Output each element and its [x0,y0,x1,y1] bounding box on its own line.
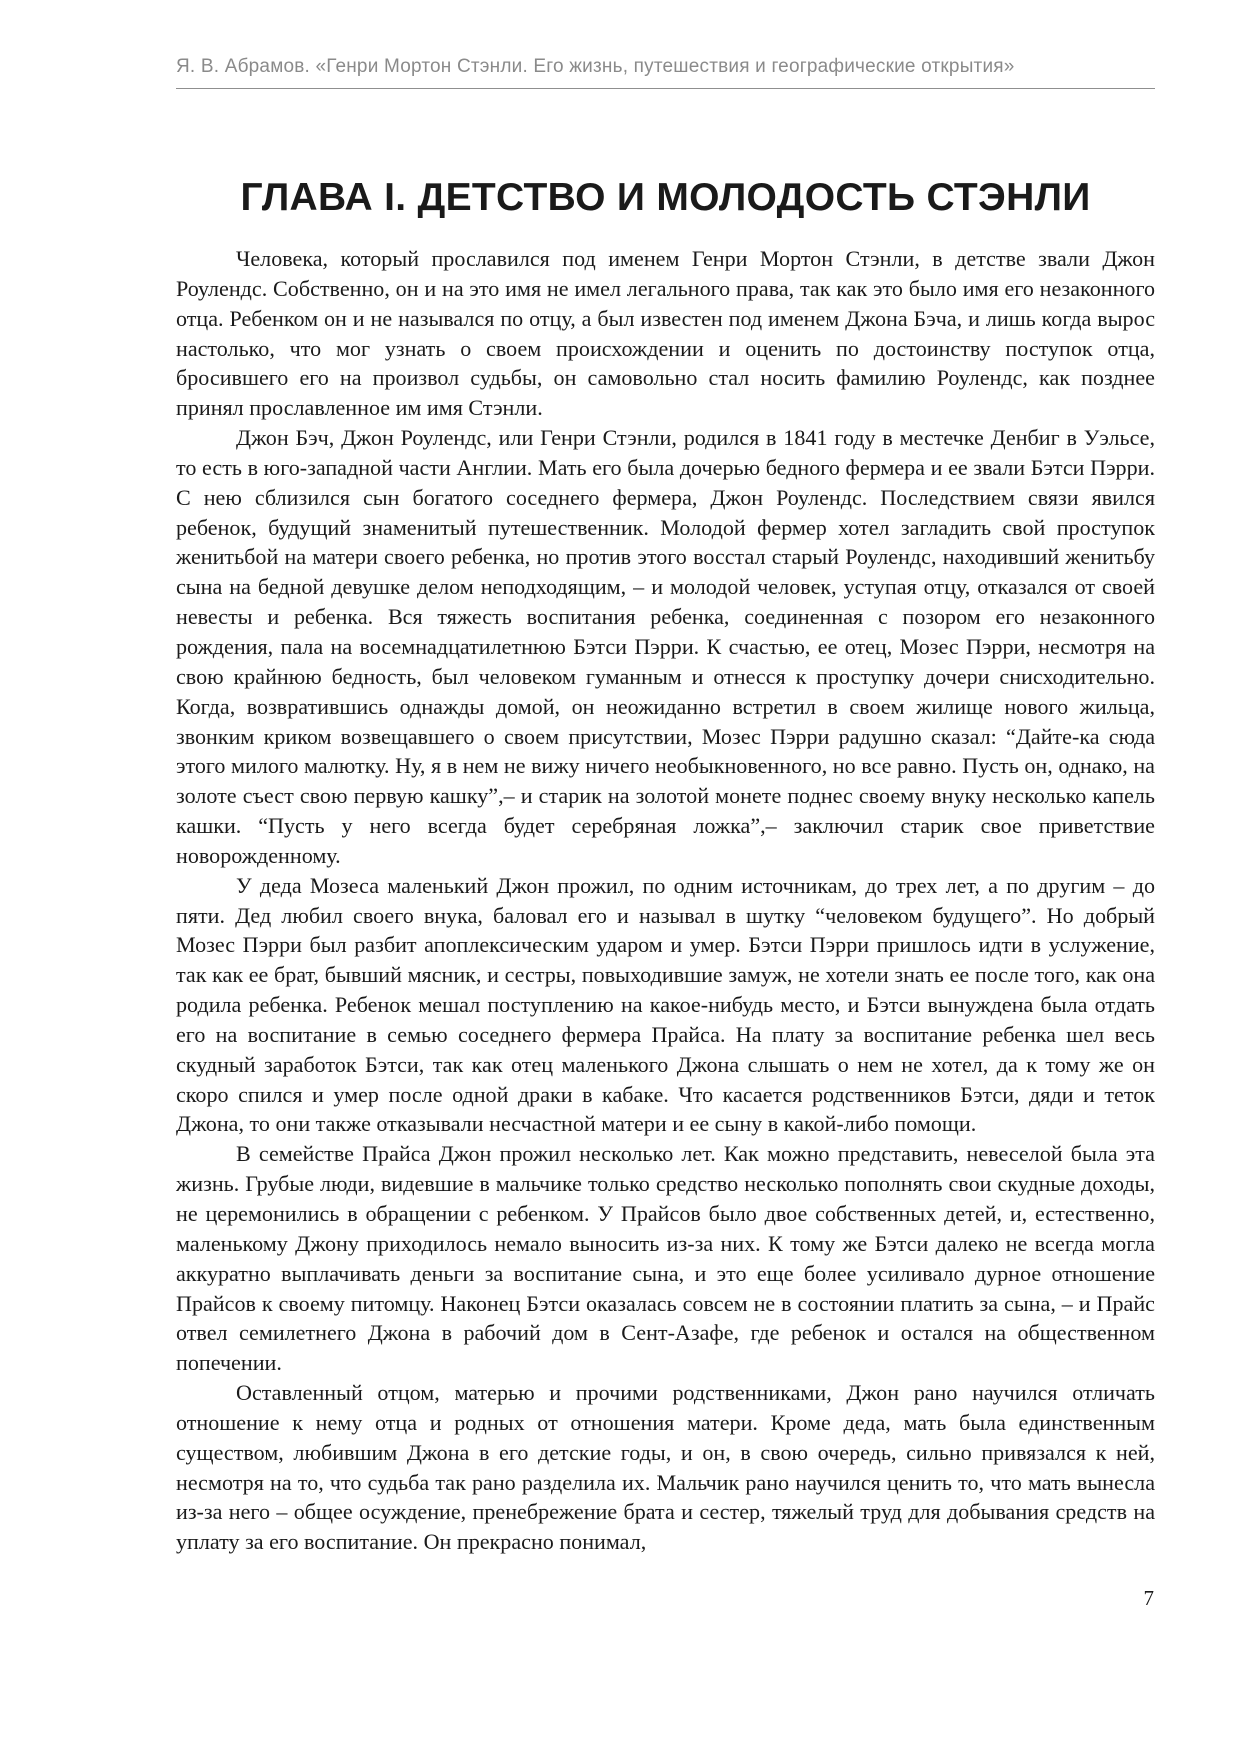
paragraph-3: У деда Мозеса маленький Джон прожил, по одним источникам, до трех лет, а по другим – до пяти. Дед любил своего внука, баловал его и называл в шутку “человеком будущего”. Но добрый Мозес Пэрри был разбит апоплексическим ударом и умер. Бэтси Пэрри пришлось идти в услужение, так как ее брат, бывший мясник, и сестры, повыходившие замуж, не хотели знать ее после того, как она родила ребенка. Ребенок мешал поступлению на какое-нибудь место, и Бэтси вынуждена была отдать его на воспитание в семью соседнего фермера Прайса. На плату за воспитание ребенка шел весь скудный заработок Бэтси, так как отец маленького Джона слышать о нем не хотел, да к тому же он скоро спился и умер после одной драки в кабаке. Что касается родственников Бэтси, дяди и теток Джона, то они также отказывали несчастной матери и ее сыну в какой-либо помощи. [176,872,1155,1137]
page-number: 7 [1143,1586,1154,1610]
chapter-title: ГЛАВА I. ДЕТСТВО И МОЛОДОСТЬ СТЭНЛИ [240,176,1091,219]
paragraph-1: Человека, который прославился под именем Генри Мортон Стэнли, в детстве звали Джон Роулендс. Собственно, он и на это имя не имел легального права, так как это было имя его незаконного отца. Ребенком он и не назывался по отцу, а был известен под именем Джона Бэча, и лишь когда вырос настолько, что мог узнать о своем происхождении и оценить по достоинству поступок отца, бросившего его на произвол судьбы, он самовольно стал носить фамилию Роулендс, как позднее принял прославленное им имя Стэнли. [176,246,1155,421]
running-header: Я. В. Абрамов. «Генри Мортон Стэнли. Его жизнь, путешествия и географические открытия» [176,56,1015,77]
paragraph-5: Оставленный отцом, матерью и прочими родственниками, Джон рано научился отличать отношение к нему отца и родных от отношения матери. Кроме деда, мать была единственным существом, любившим Джона в его детские годы, и он, в свою очередь, сильно привязался к ней, несмотря на то, что судьба так рано разделила их. Мальчик рано научился ценить то, что мать вынесла из-за него – общее осуждение, пренебрежение брата и сестер, тяжелый труд для добывания средств на уплату за его воспитание. Он прекрасно понимал, [176,1380,1155,1555]
body-text [176,244,1155,1557]
header-rule [176,88,1155,89]
paragraph-2: Джон Бэч, Джон Роулендс, или Генри Стэнли, родился в 1841 году в местечке Денбиг в Уэльсе, то есть в юго-западной части Англии. Мать его была дочерью бедного фермера и ее звали Бэтси Пэрри. С нею сблизился сын богатого соседнего фермера, Джон Роулендс. Последствием связи явился ребенок, будущий знаменитый путешественник. Молодой фермер хотел загладить свой проступок женитьбой на матери своего ребенка, но против этого восстал старый Роулендс, находивший женитьбу сына на бедной девушке делом неподходящим, – и молодой человек, уступая отцу, отказался от своей невесты и ребенка. Вся тяжесть воспитания ребенка, соединенная с позором его незаконного рождения, пала на восемнадцатилетнюю Бэтси Пэрри. К счастью, ее отец, Мозес Пэрри, несмотря на свою крайнюю бедность, был человеком гуманным и отнесся к проступку дочери снисходительно. Когда, возвратившись однажды домой, он неожиданно встретил в своем жилище нового жильца, звонким криком возвещавшего о своем присутствии, Мозес Пэрри радушно сказал: “Дайте-ка сюда этого милого малютку. Ну, я в нем не вижу ничего необыкновенного, но все равно. Пусть он, однако, на золоте съест свою первую кашку”,– и старик на золотой монете поднес своему внуку несколько капель кашки. “Пусть у него всегда будет серебряная ложка”,– заключил старик свое приветствие новорожденному. [176,425,1155,868]
paragraph-4: В семействе Прайса Джон прожил несколько лет. Как можно представить, невеселой была эта жизнь. Грубые люди, видевшие в мальчике только средство несколько пополнять свои скудные доходы, не церемонились в обращении с ребенком. У Прайсов было двое собственных детей, и, естественно, маленькому Джону приходилось немало выносить из-за них. К тому же Бэтси далеко не всегда могла аккуратно выплачивать деньги за воспитание сына, и это еще более усиливало дурное отношение Прайсов к своему питомцу. Наконец Бэтси оказалась совсем не в состоянии платить за сына, – и Прайс отвел семилетнего Джона в рабочий дом в Сент-Азафе, где ребенок и остался на общественном попечении. [176,1141,1155,1376]
